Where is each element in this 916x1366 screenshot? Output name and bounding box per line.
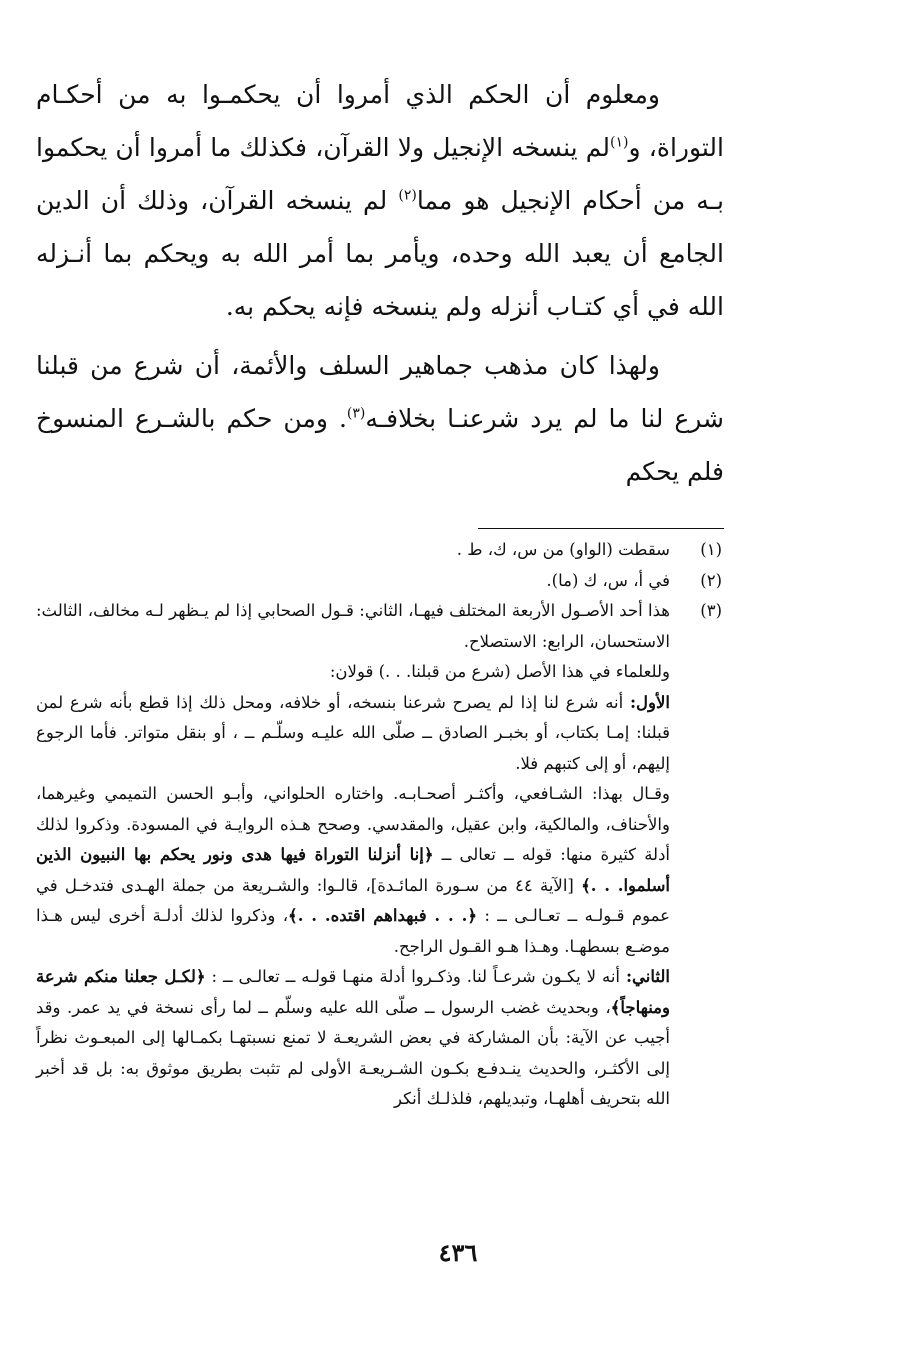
footnote-2 <box>36 566 724 597</box>
footnote-3 <box>36 596 724 1115</box>
footnotes <box>36 535 724 1115</box>
footnote-separator <box>478 528 724 529</box>
footnote-ref-3[interactable]: (٣) <box>346 405 366 422</box>
main-paragraph-1-text-b: لم ينسخه الإنجيل ولا القرآن، فكذلك ما أمروا أن يحكموا بـه من أحكام الإنجيل هو مما <box>36 133 724 215</box>
main-paragraph-1 <box>36 68 724 333</box>
footnote-number: (٣) <box>700 601 722 620</box>
quran-quote-2: ﴿. . . فبهداهم اقتده. . .﴾ <box>288 906 477 925</box>
paragraph-4-text-c: ، وذكروا لذلك أدلـة أخرى ليس هـذا موضـع بسطهـا. وهـذا هـو القـول الراجح. <box>36 906 670 956</box>
footnote-number: (٢) <box>700 570 722 590</box>
main-paragraph-2-text-a: ولهذا كان مذهب جماهير السلف والأئمة، أن شرع من قبلنا شرع لنا ما لم يرد شرعنـا بخلافـه <box>36 351 724 433</box>
paragraph-4-text-a: وقـال بهذا: الشـافعي، وأكثـر أصحـابـه. واختاره الحلواني، وأبـو الحسن التميمي وغيرهما، والأحناف، والمالكية، وابن عقيل، والمقدسي. وصحح هـذه الروايـة في المسودة. وذكروا لذلك أدلة كثيرة منها: قوله ــ تعالى ــ <box>36 784 670 864</box>
footnote-3-paragraph-1: هذا أحد الأصـول الأربعة المختلف فيهـا، الثاني: قـول الصحابي إذا لم يـظهر لـه مخالف، الثالث: الاستحسان، الرابع: الاستصلاح. <box>36 601 670 651</box>
main-paragraph-2 <box>36 339 724 498</box>
footnote-ref-2[interactable]: (٢) <box>398 187 417 204</box>
page-number: ٤٣٦ <box>438 1238 478 1267</box>
footnote-3-paragraph-2: وللعلماء في هذا الأصل (شرع من قبلنا. . .) قولان: <box>329 662 670 681</box>
footnote-text: في أ، س، ك (ما). <box>546 570 670 590</box>
paragraph-4-text-b: [الآية ٤٤ من سـورة المائـدة]، قالـوا: والشـريعة من جملة الهـدى فتدخـل في عموم قـولـه ــ تعـالـى ــ : <box>36 875 670 925</box>
second-opinion-text-b: ، وبحديث غضب الرسول ــ صلّى الله عليه وسلّم ــ لما رأى نسخة في يد عمر. وقد أجيب عن الآية: بأن المشاركة في بعض الشريعـة لا تمنع نسبتهـا بكمـالها إلى المبعـوث نظراً إلى الأكثـر، والحديث ينـدفـع بكـون الشـريعـة الأولى لم تثبت بطريق موثوق به: بل قد أخبر الله بتحريف أهلهـا، وتبديلهم، فلذلـك أنكر <box>36 997 670 1108</box>
quran-quote-3: ﴿لكـل جعلنا منكم شرعة ومنهاجاً﴾ <box>36 967 670 1017</box>
main-paragraph-1-text-c: لم ينسخه القرآن، وذلك أن الدين الجامع أن يعبد الله وحده، ويأمر بما أمر الله به ويحكم بما أنـزله الله في أي كتـاب أنزله ولم ينسخه فإنه يحكم به. <box>36 186 724 321</box>
second-opinion-text-a: أنه لا يكـون شرعـاً لنا. وذكـروا أدلة منهـا قولـه ــ تعالـى ــ : <box>205 967 626 986</box>
main-paragraph-2-text-b: . ومن حكم بالشـرع المنسوخ فلم يحكم <box>36 404 724 486</box>
footnote-ref-1[interactable]: (١) <box>610 134 629 151</box>
page-content <box>36 68 724 1115</box>
footnote-1 <box>36 535 724 566</box>
footnote-text: سقطت (الواو) من س، ك، ط . <box>456 540 670 559</box>
first-opinion-label: الأول: <box>629 692 670 712</box>
footnote-3-second-opinion <box>36 962 670 1115</box>
footnote-3-paragraph-4 <box>36 779 670 962</box>
quran-quote-1: ﴿إنا أنزلنا التوراة فيها هدى ونور يحكم بها النبيون الذين أسلموا. . .﴾ <box>36 845 670 895</box>
main-text <box>36 68 724 498</box>
second-opinion-label: الثاني: <box>625 967 670 986</box>
footnote-number: (١) <box>700 540 722 559</box>
first-opinion-text: أنه شرع لنا إذا لم يصرح شرعنا بنسخه، أو خلافه، ومحل ذلك إذا قطع بأنه شرع لمن قبلنا: إمـا بكتاب، أو بخبـر الصادق ــ صلّى الله عليـه وسلّـم ــ ، أو بنقل متواتر. فأما الرجوع إليهم، أو إلى كتبهم فلا. <box>36 692 670 773</box>
footnote-3-first-opinion <box>36 688 670 780</box>
main-paragraph-1-text-a: ومعلوم أن الحكم الذي أمروا أن يحكمـوا به من أحكـام التوراة، و <box>36 80 724 162</box>
